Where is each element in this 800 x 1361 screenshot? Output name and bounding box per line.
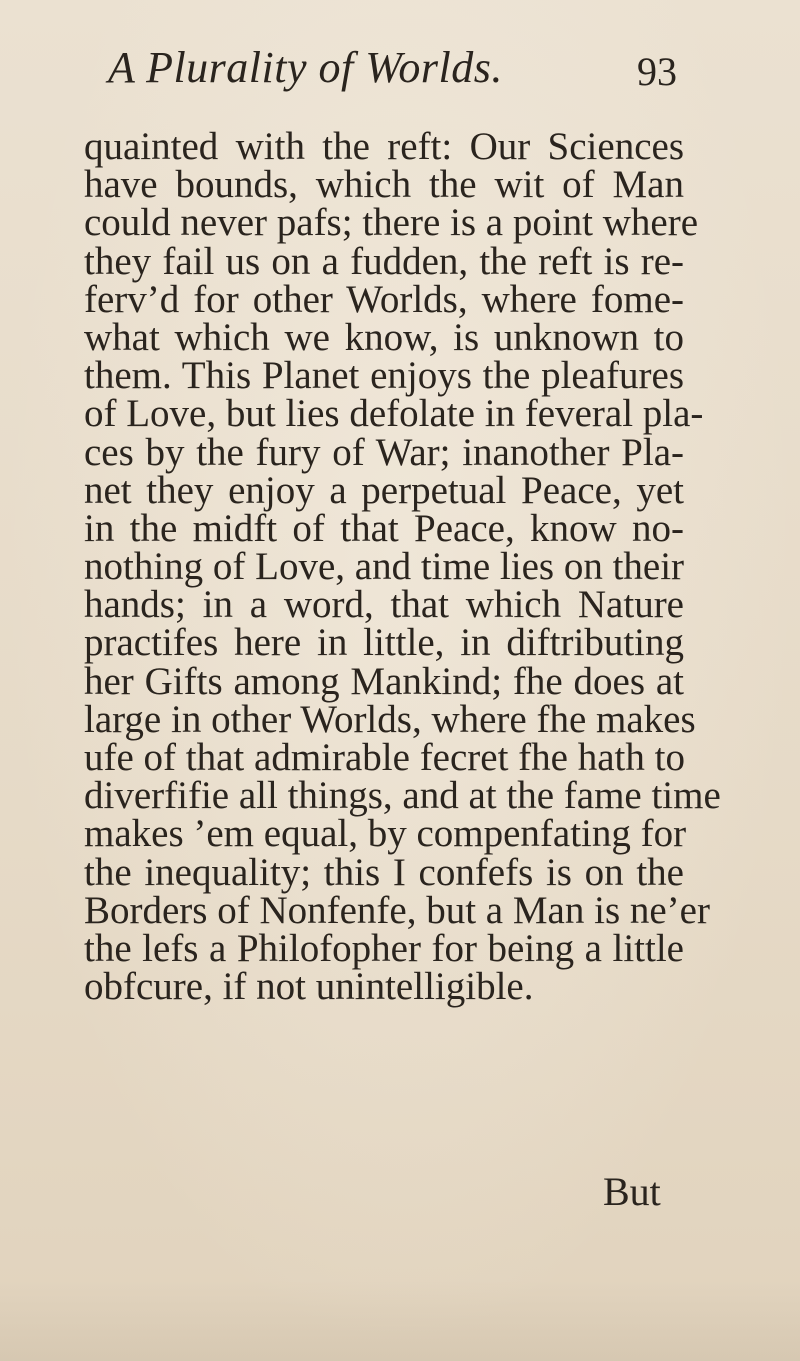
text-line: the inequality; this I confefs is on the [84, 850, 684, 894]
text-line: diverfifie all things, and at the fame time [84, 774, 721, 818]
text-line: quainted with the reft: Our Sciences [84, 125, 684, 168]
text-line: obfcure, if not unintelligible. [84, 965, 534, 1009]
text-line: large in other Worlds, where fhe makes [84, 697, 696, 741]
running-title: A Plurality of Worlds. [108, 43, 503, 92]
text-line: what which we know, is unknown to [84, 315, 684, 359]
text-line: ces by the fury of War; inanother Pla- [84, 430, 684, 474]
text-line: practifes here in little, in diftributing [84, 621, 684, 665]
text-line: makes ’em equal, by compenfating for [84, 812, 687, 856]
text-line: nothing of Love, and time lies on their [84, 545, 685, 589]
text-line: they fail us on a fudden, the reft is re- [84, 239, 684, 283]
text-line: in the midft of that Peace, know no- [84, 506, 684, 550]
text-line: could never pafs; there is a point where [84, 201, 699, 245]
text-line: the lefs a Philofopher for being a little [84, 926, 684, 970]
text-line: them. This Planet enjoys the pleafures [84, 354, 684, 398]
page-number: 93 [637, 49, 677, 94]
catchword: But [603, 1169, 661, 1214]
body-text [84, 125, 721, 1009]
text-line: of Love, but lies defolate in feveral pla- [84, 392, 704, 436]
text-line: ferv’d for other Worlds, where fome- [84, 277, 684, 321]
text-line: ufe of that admirable fecret fhe hath to [84, 736, 685, 779]
page-edge-shadow [0, 1280, 800, 1361]
page-header [0, 42, 800, 102]
text-line: have bounds, which the wit of Man [84, 163, 684, 207]
text-line: Borders of Nonfenfe, but a Man is ne’er [84, 888, 710, 932]
text-line: hands; in a word, that which Nature [84, 583, 684, 627]
text-line: her Gifts among Mankind; fhe does at [84, 659, 684, 703]
text-line: net they enjoy a perpetual Peace, yet [84, 468, 684, 512]
